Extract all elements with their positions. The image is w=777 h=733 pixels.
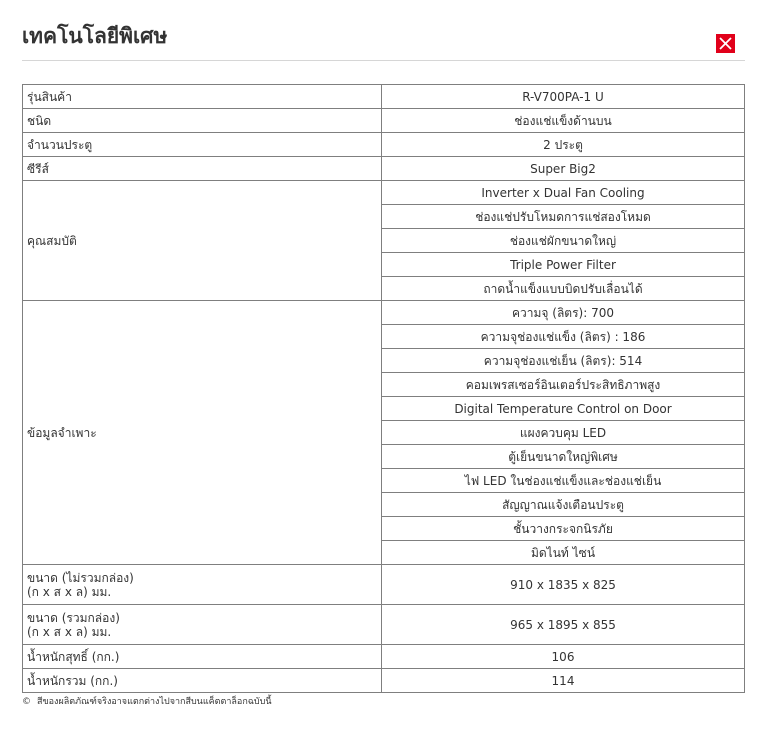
feature-value: Inverter x Dual Fan Cooling bbox=[382, 181, 745, 205]
doors-value: 2 ประตู bbox=[382, 133, 745, 157]
table-row bbox=[23, 645, 745, 669]
spec-value: มิดไนท์ ไซน์ bbox=[382, 541, 745, 565]
spec-value: ชั้นวางกระจกนิรภัย bbox=[382, 517, 745, 541]
spec-value: Digital Temperature Control on Door bbox=[382, 397, 745, 421]
table-row bbox=[23, 669, 745, 693]
series-label: ซีรีส์ bbox=[23, 157, 382, 181]
table-row bbox=[23, 109, 745, 133]
spec-value: ความจุ (ลิตร): 700 bbox=[382, 301, 745, 325]
gross-weight-label: น้ำหนักรวม (กก.) bbox=[23, 669, 382, 693]
size-unboxed-label bbox=[23, 565, 382, 605]
spec-value: แผงควบคุม LED bbox=[382, 421, 745, 445]
size-boxed-label bbox=[23, 605, 382, 645]
series-value: Super Big2 bbox=[382, 157, 745, 181]
specs-label: ข้อมูลจำเพาะ bbox=[23, 301, 382, 565]
net-weight-label: น้ำหนักสุทธิ์ (กก.) bbox=[23, 645, 382, 669]
table-row bbox=[23, 157, 745, 181]
spec-value: ความจุช่องแช่แข็ง (ลิตร) : 186 bbox=[382, 325, 745, 349]
size-boxed-label-line2: (ก x ส x ล) มม. bbox=[27, 624, 112, 639]
spec-value: สัญญาณแจ้งเตือนประตู bbox=[382, 493, 745, 517]
doors-label: จำนวนประตู bbox=[23, 133, 382, 157]
feature-value: ช่องแช่ปรับโหมดการแช่สองโหมด bbox=[382, 205, 745, 229]
feature-value: Triple Power Filter bbox=[382, 253, 745, 277]
table-row bbox=[23, 605, 745, 645]
size-boxed-label-line1: ขนาด (รวมกล่อง) bbox=[27, 610, 120, 625]
size-boxed-value: 965 x 1895 x 855 bbox=[382, 605, 745, 645]
spec-value: ความจุช่องแช่เย็น (ลิตร): 514 bbox=[382, 349, 745, 373]
features-label: คุณสมบัติ bbox=[23, 181, 382, 301]
table-row bbox=[23, 181, 745, 205]
size-unboxed-label-line1: ขนาด (ไม่รวมกล่อง) bbox=[27, 570, 134, 585]
model-label: รุ่นสินค้า bbox=[23, 85, 382, 109]
gross-weight-value: 114 bbox=[382, 669, 745, 693]
table-row bbox=[23, 565, 745, 605]
model-value: R-V700PA-1 U bbox=[382, 85, 745, 109]
close-button[interactable] bbox=[716, 34, 735, 53]
spec-value: ตู้เย็นขนาดใหญ่พิเศษ bbox=[382, 445, 745, 469]
size-unboxed-value: 910 x 1835 x 825 bbox=[382, 565, 745, 605]
modal-header bbox=[22, 0, 745, 61]
size-unboxed-label-line2: (ก x ส x ล) มม. bbox=[27, 584, 112, 599]
close-icon bbox=[716, 34, 735, 53]
page-title: เทคโนโลยีพิเศษ bbox=[22, 24, 168, 48]
table-row bbox=[23, 85, 745, 109]
footnote-text: สีของผลิตภัณฑ์จริงอาจแตกต่างไปจากสีบนแค็ตตาล็อกฉบับนี้ bbox=[37, 697, 272, 707]
spec-table bbox=[22, 84, 745, 693]
footnote bbox=[22, 695, 271, 709]
footnote-mark: © bbox=[22, 697, 31, 707]
net-weight-value: 106 bbox=[382, 645, 745, 669]
spec-value: ไฟ LED ในช่องแช่แข็งและช่องแช่เย็น bbox=[382, 469, 745, 493]
type-label: ชนิด bbox=[23, 109, 382, 133]
feature-value: ช่องแช่ผักขนาดใหญ่ bbox=[382, 229, 745, 253]
table-row bbox=[23, 133, 745, 157]
type-value: ช่องแช่แข็งด้านบน bbox=[382, 109, 745, 133]
table-row bbox=[23, 301, 745, 325]
spec-value: คอมเพรสเซอร์อินเตอร์ประสิทธิภาพสูง bbox=[382, 373, 745, 397]
feature-value: ถาดน้ำแข็งแบบบิดปรับเลื่อนได้ bbox=[382, 277, 745, 301]
